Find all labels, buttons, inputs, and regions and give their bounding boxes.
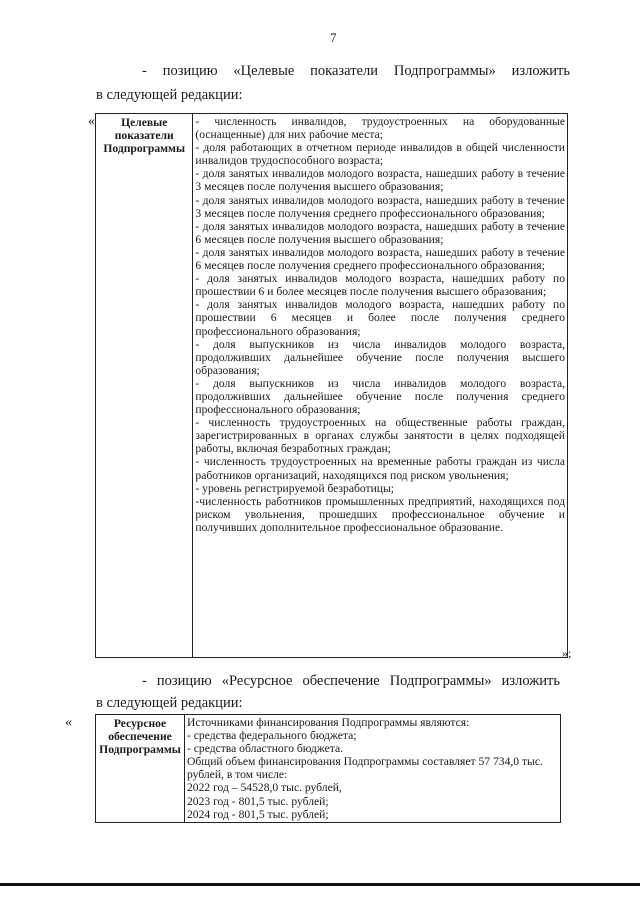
- list-item: - доля занятых инвалидов молодого возраста, нашедших работу в течение 3 месяцев после получения высшего образования;: [195, 167, 565, 194]
- list-item: - доля выпускников из числа инвалидов молодого возраста, продолживших дальнейшее обучение после получения среднего профессионального образования;: [195, 376, 565, 417]
- section1-open-quote: «: [88, 114, 95, 129]
- resource-provision-table: [95, 714, 561, 823]
- page-number: 7: [330, 30, 337, 45]
- target-indicators-label: Целевые показатели Подпрограммы: [96, 114, 193, 658]
- resource-provision-label: Ресурсное обеспечение Подпрограммы: [96, 715, 185, 823]
- list-item: - доля работающих в отчетном периоде инвалидов в общей численности инвалидов трудоспособного возраста;: [195, 141, 565, 168]
- section1-intro-line2: в следующей редакции:: [96, 87, 243, 103]
- resource-provision-content: [185, 715, 561, 823]
- list-item: Источниками финансирования Подпрограммы являются:: [187, 716, 470, 729]
- list-item: Общий объем финансирования Подпрограммы составляет 57 734,0 тыс. рублей, в том числе:: [187, 755, 543, 782]
- list-item: - доля занятых инвалидов молодого возраста, нашедших работу в течение 6 месяцев после получения высшего образования;: [195, 219, 565, 246]
- section2-intro-line2: в следующей редакции:: [96, 695, 243, 711]
- target-indicators-table: [95, 113, 568, 658]
- list-item: - доля занятых инвалидов молодого возраста, нашедших работу по прошествии 6 месяцев и более после получения среднего профессионального образования;: [195, 298, 565, 338]
- list-item: 2023 год - 801,5 тыс. рублей;: [187, 794, 329, 808]
- list-item: - доля занятых инвалидов молодого возраста, нашедших работу по прошествии 6 и более месяцев после получения высшего образования;: [195, 272, 565, 299]
- list-item: 2022 год – 54528,0 тыс. рублей,: [187, 781, 342, 795]
- target-indicators-content: [193, 114, 568, 658]
- section2-open-quote: «: [65, 715, 72, 730]
- table-row: [96, 114, 568, 658]
- list-item: 2024 год - 801,5 тыс. рублей;: [187, 807, 329, 821]
- list-item: - численность инвалидов, трудоустроенных на оборудованные (оснащенные) для них рабочие места;: [195, 115, 565, 142]
- section1-intro-line1: - позицию «Целевые показатели Подпрограммы» изложить: [142, 63, 570, 79]
- bottom-border-line: [0, 883, 640, 886]
- section1-close-quote: »;: [562, 646, 572, 660]
- list-item: - численность трудоустроенных на временные работы граждан из числа работников организаций, находящихся под риском увольнения;: [195, 455, 565, 482]
- list-item: - доля выпускников из числа инвалидов молодого возраста, продолживших дальнейшее обучение после получения высшего образования;: [195, 337, 565, 377]
- list-item: - средства федерального бюджета;: [187, 729, 357, 743]
- section2-intro-line1: - позицию «Ресурсное обеспечение Подпрограммы» изложить: [142, 673, 560, 689]
- list-item: - уровень регистрируемой безработицы;: [195, 481, 395, 495]
- list-item: -численность работников промышленных предприятий, находящихся под риском увольнения, прошедших профессиональное обучение и получивших дополнительное профессиональное образование.: [195, 494, 565, 534]
- list-item: - доля занятых инвалидов молодого возраста, нашедших работу в течение 6 месяцев после получения среднего профессионального образования;: [195, 245, 565, 273]
- list-item: - численность трудоустроенных на общественные работы граждан, зарегистрированных в органах службы занятости в целях подходящей работы, включая безработных граждан;: [195, 416, 565, 456]
- list-item: - доля занятых инвалидов молодого возраста, нашедших работу в течение 3 месяцев после получения среднего профессионального образования;: [195, 193, 565, 220]
- list-item: - средства областного бюджета.: [187, 742, 344, 756]
- table-row: [96, 715, 561, 823]
